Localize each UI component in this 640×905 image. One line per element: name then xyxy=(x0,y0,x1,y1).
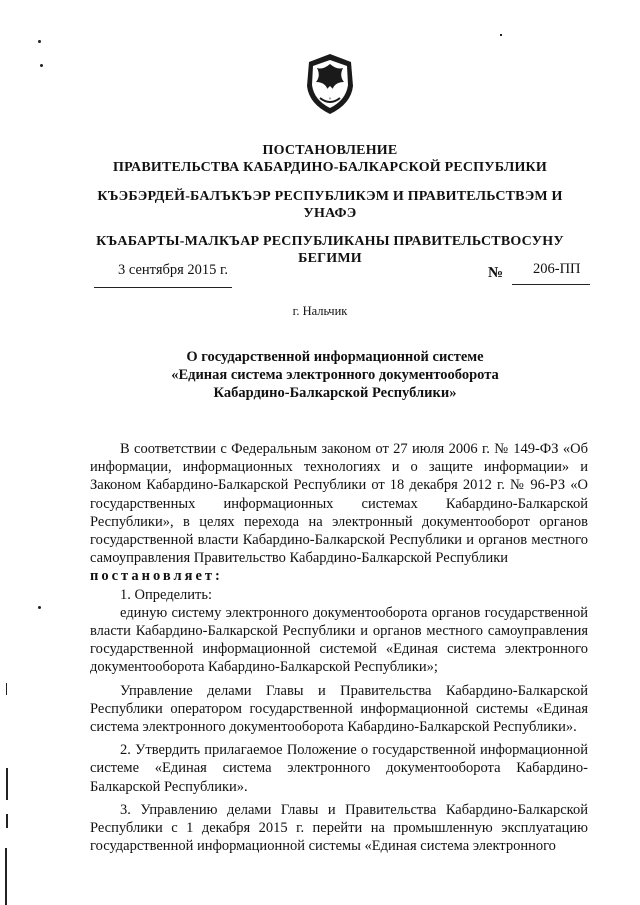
number-label: № xyxy=(488,265,504,281)
document-number: 206-ПП xyxy=(533,261,581,277)
document-type-heading: ПОСТАНОВЛЕНИЕ ПРАВИТЕЛЬСТВА КАБАРДИНО-БАЛКАРСКОЙ РЕСПУБЛИКИ xyxy=(112,143,548,175)
balkar-heading: КЪАБАРТЫ-МАЛКЪАР РЕСПУБЛИКАНЫ ПРАВИТЕЛЬСТВОСУНУ БЕГИМИ xyxy=(96,234,564,266)
clause-1-paragraph-b: Управление делами Главы и Правительства Кабардино-Балкарской Республики оператором государственной информационной системы «Единая система электронного документооборота Кабардино-Балкарской Республики». xyxy=(90,682,588,736)
scan-margin-line xyxy=(5,848,7,905)
coat-of-arms-emblem xyxy=(303,52,357,116)
scan-speck xyxy=(38,606,41,609)
clause-1-heading: 1. Определить: xyxy=(120,586,213,603)
scan-speck xyxy=(38,40,41,43)
scan-margin-line xyxy=(6,814,8,828)
document-body xyxy=(90,440,588,855)
clause-3-paragraph: 3. Управлению делами Главы и Правительства Кабардино-Балкарской Республики с 1 декабря 2015 г. перейти на промышленную эксплуатацию государственной информационной системы «Единая система электронного xyxy=(90,801,588,855)
document-title: О государственной информационной системе «Единая система электронного документооборота Кабардино-Балкарской Республики» xyxy=(171,349,499,401)
scan-margin-line xyxy=(6,683,7,695)
date-underline xyxy=(94,287,232,288)
document-date: 3 сентября 2015 г. xyxy=(118,262,228,278)
scan-speck xyxy=(500,34,502,36)
clause-1-paragraph-a: единую систему электронного документооборота органов государственной власти Кабардино-Балкарской Республики и органов местного самоуправления государственной информационной системой «Единая система электронного документооборота Кабардино-Балкарской Республики»; xyxy=(90,604,588,676)
scan-margin-line xyxy=(6,768,8,800)
scan-speck xyxy=(40,64,43,67)
number-underline xyxy=(512,284,590,285)
preamble-paragraph: В соответствии с Федеральным законом от 27 июля 2006 г. № 149-ФЗ «Об информации, информационных технологиях и о защите информации» и Законом Кабардино-Балкарской Республики от 18 декабря 2012 г. № 96-РЗ «О государственных информационных системах Кабардино-Балкарской Республики», в целях перехода на электронный документооборот органов государственной власти Кабардино-Балкарской Республики и органов местного самоуправления Правительство Кабардино-Балкарской Республики xyxy=(90,441,588,567)
kabardian-heading: КЪЭБЭРДЕЙ-БАЛЪКЪЭР РЕСПУБЛИКЭМ И ПРАВИТЕЛЬСТВЭМ И УНАФЭ xyxy=(97,189,563,221)
city-name: г. Нальчик xyxy=(292,304,348,318)
decree-word: постановляет: xyxy=(90,568,223,585)
clause-2-paragraph: 2. Утвердить прилагаемое Положение о государственной информационной системе «Единая система электронного документооборота Кабардино-Балкарской Республики». xyxy=(90,742,588,795)
